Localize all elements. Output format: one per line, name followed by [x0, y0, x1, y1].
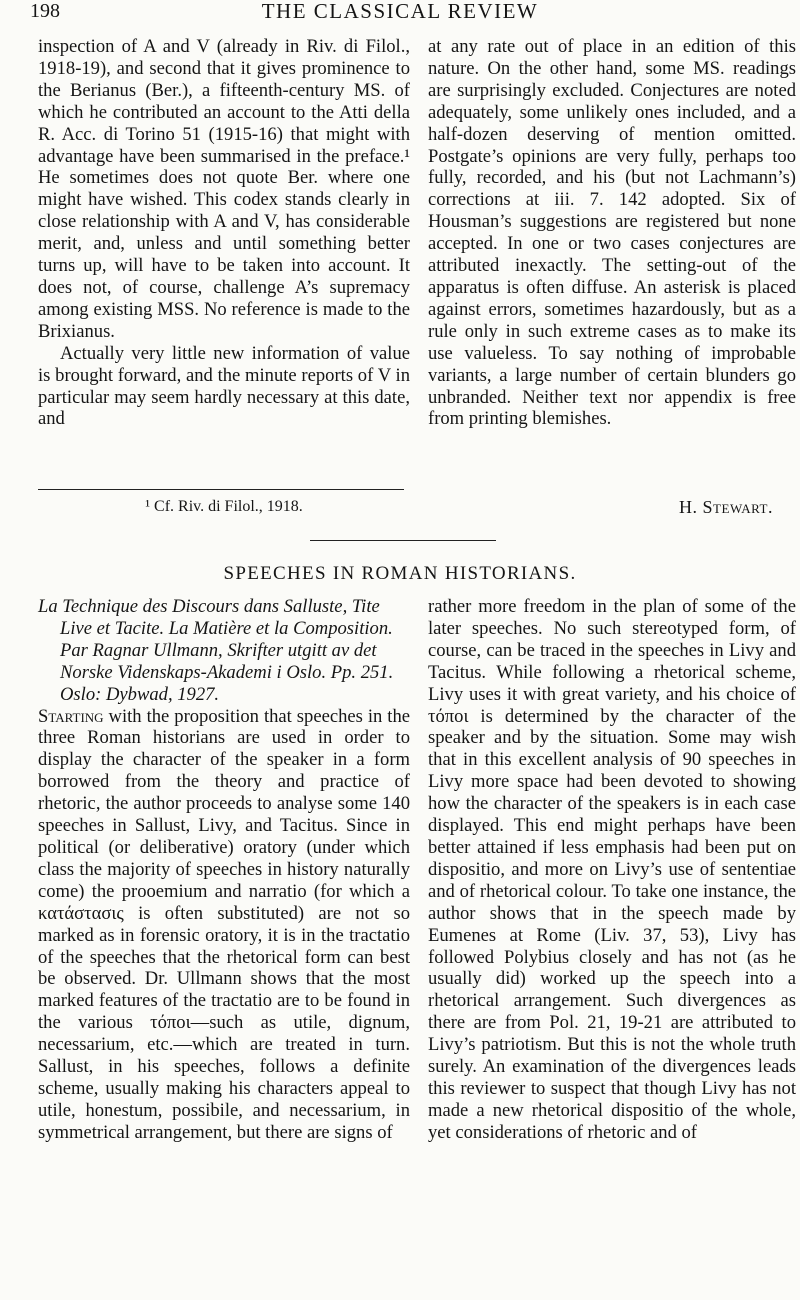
previous-review-left-column: [38, 36, 410, 430]
review-right-column: [428, 596, 796, 1144]
reviewer-signature: H. Stewart.: [679, 497, 773, 517]
footnote: ¹ Cf. Riv. di Filol., 1918.: [145, 498, 303, 515]
previous-review-right-column: [428, 36, 796, 430]
footnote-rule: [38, 489, 404, 490]
paragraph: at any rate out of place in an edition of this nature. On the other hand, some MS. readings are surprisingly excluded. Conjectures are noted adequately, some unlikely ones included, and a half-dozen deserving of mention omitted. Postgate’s opinions are very fully, perhaps too fully, recorded, and his (but not Lachmann’s) corrections at iii. 7. 142 adopted. Six of Housman’s suggestions are registered but none accepted. In one or two cases conjectures are attributed inexactly. The setting-out of the apparatus is often diffuse. An asterisk is placed against errors, sometimes hazardously, but as a rule only in such extreme cases as to make its use valueless. To say nothing of improbable variants, a large number of certain blunders go unbranded. Neither text nor appendix is free from printing blemishes.: [428, 36, 796, 430]
page-number: 198: [30, 0, 60, 22]
running-head: THE CLASSICAL REVIEW: [261, 0, 539, 23]
lead-word: Starting: [38, 705, 104, 727]
review-left-column: [38, 596, 410, 1144]
book-reference: [38, 596, 410, 706]
section-title: SPEECHES IN ROMAN HISTORIANS.: [223, 563, 577, 584]
book-reference-text: La Technique des Discours dans Salluste, Tite Live et Tacite. La Matière et la Composition. Par Ragnar Ullmann, Skrifter utgitt av det Norske Videnskaps-Akademi i Oslo. Pp. 251. Oslo: Dybwad, 1927.: [38, 596, 394, 705]
paragraph: [38, 706, 410, 1144]
paragraph-text: with the proposition that speeches in the three Roman historians are used in order to display the character of the speaker in a form borrowed from the theory and practice of rhetoric, the author proceeds to analyse some 140 speeches in Sallust, Livy, and Tacitus. Since in political (or deliberative) oratory (under which class the majority of speeches in history naturally come) the prooemium and narratio (for which a κατάστασις is often substituted) are not so marked as in forensic oratory, it is in the tractatio of the speeches that the rhetorical form can best be observed. Dr. Ullmann shows that the most marked features of the tractatio are to be found in the various τόποι—such as utile, dignum, necessarium, etc.—which are treated in turn. Sallust, in his speeches, follows a definite scheme, usually making his characters appeal to utile, honestum, possibile, and necessarium, in symmetrical arrangement, but there are signs of: [38, 705, 410, 1143]
section-divider: [310, 540, 496, 541]
paragraph: rather more freedom in the plan of some of the later speeches. No such stereotyped form, of course, can be traced in the speeches in Livy and Tacitus. While following a rhetorical scheme, Livy uses it with great variety, and his choice of τόποι is determined by the character of the speaker and by the situation. Some may wish that in this excellent analysis of 90 speeches in Livy more space had been devoted to showing how the character of the speakers is in each case displayed. This end might perhaps have been better attained if less emphasis had been put on dispositio, and more on Livy’s use of sententiae and of rhetorical colour. To take one instance, the author shows that in the speech made by Eumenes at Rome (Liv. 37, 53), Livy has followed Polybius closely and has not (as he usually did) worked up the speech into a rhetorical arrangement. Such divergences as there are from Pol. 21, 19-21 are attributed to Livy’s patriotism. But this is not the whole truth surely. An examination of the divergences leads this reviewer to suspect that though Livy has not made a new rhetorical dispositio of the whole, yet considerations of rhetoric and of: [428, 596, 796, 1143]
paragraph: Actually very little new information of value is brought forward, and the minute reports of V in particular may seem hardly necessary at this date, and: [38, 342, 410, 430]
paragraph: inspection of A and V (already in Riv. di Filol., 1918-19), and second that it gives prominence to the Berianus (Ber.), a fifteenth-century MS. of which he contributed an account to the Atti della R. Acc. di Torino 51 (1915-16) that might with advantage have been summarised in the preface.¹ He sometimes does not quote Ber. where one might have wished. This codex stands clearly in close relationship with A and V, has considerable merit, and, unless and until something better turns up, will have to be taken into account. It does not, of course, challenge A’s supremacy among existing MSS. No reference is made to the Brixianus.: [38, 36, 410, 342]
